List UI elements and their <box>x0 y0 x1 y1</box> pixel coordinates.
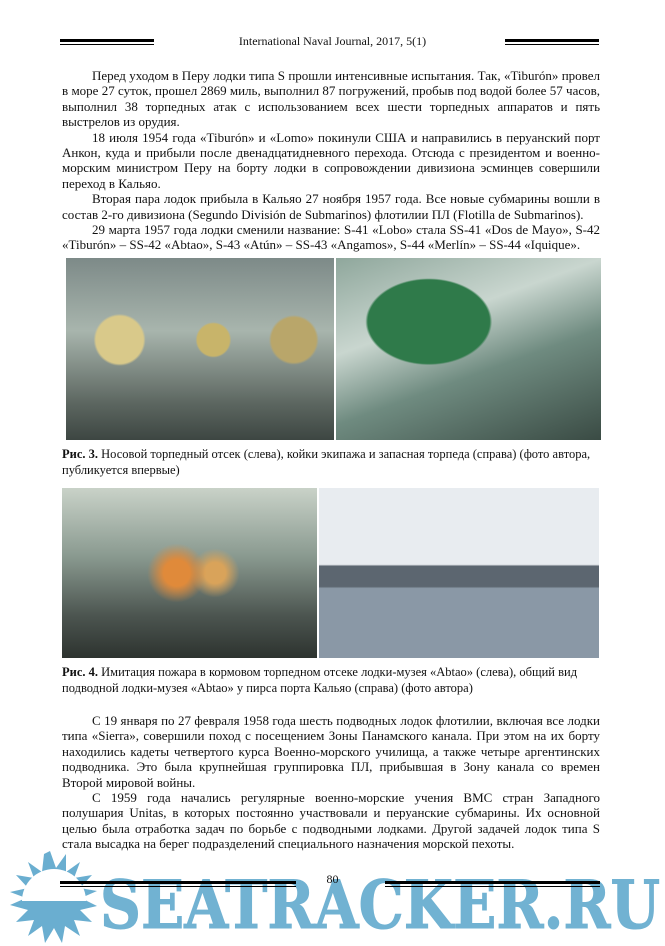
photo-fire-simulation-stern <box>62 488 317 658</box>
footer-rule-right <box>385 881 600 884</box>
figure-label: Рис. 3. <box>62 447 99 461</box>
body-text-bottom <box>62 713 600 852</box>
photo-museum-submarine-pier <box>319 488 599 658</box>
paragraph: 18 июля 1954 года «Tiburón» и «Lomo» покинули США и направились в перуанский порт Анкон, куда и прибыли после двенадцатидневного перехода. Отсюда с президентом и военно-морским министром Перу на борту лодки в сопровождении дивизиона эсминцев совершили переход в Кальяо. <box>62 129 600 191</box>
running-header <box>0 36 665 50</box>
journal-title: International Naval Journal, 2017, 5(1) <box>238 34 427 48</box>
sun-icon <box>10 851 97 943</box>
paragraph: Вторая пара лодок прибыла в Кальяо 27 ноября 1957 года. Все новые субмарины вошли в состав 2-го дивизиона (Segundo División de Submarinos) флотилии ПЛ (Flotilla de Submarinos). <box>62 191 600 222</box>
caption-text: Носовой торпедный отсек (слева), койки экипажа и запасная торпеда (справа) (фото автора, публикуется впервые) <box>62 447 591 477</box>
figure-4-caption <box>62 664 602 696</box>
figure-3-caption <box>62 446 602 478</box>
photo-crew-bunks-torpedo <box>336 258 601 440</box>
paragraph: С 19 января по 27 февраля 1958 года шесть подводных лодок флотилии, включая все лодки типа «Sierra», совершили поход с посещением Зоны Панамского канала. При этом на их борту находились кадеты четвертого курса Военно-морского училища, а также четыре аргентинских подводника. Это была крупнейшая группировка ПЛ, прибывшая в Зону канала со времен Второй мировой войны. <box>62 713 600 790</box>
header-rule-right <box>505 39 599 42</box>
body-text-top <box>62 68 600 253</box>
seatracker-watermark-logo <box>0 848 665 946</box>
photo-bow-torpedo-room <box>66 258 334 440</box>
watermark-text: SEATRACKER.RU <box>100 866 660 944</box>
figure-label: Рис. 4. <box>62 665 99 679</box>
paragraph: 29 марта 1957 года лодки сменили название: S-41 «Lobo» стала SS-41 «Dos de Mayo», S-42 «Tiburón» – SS-42 «Abtao», S-43 «Atún» – SS-43 «Angamos», S-44 «Merlín» – SS-44 «Iquique». <box>62 222 600 253</box>
caption-text: Имитация пожара в кормовом торпедном отсеке лодки-музея «Abtao» (слева), общий вид подводной лодки-музея «Abtao» у пирса порта Кальяо (справа) (фото автора) <box>62 665 578 695</box>
paragraph: Перед уходом в Перу лодки типа S прошли интенсивные испытания. Так, «Tiburón» провел в море 27 суток, прошел 2869 миль, выполнил 87 погружений, пробыв под водой более 57 часов, выполнил 38 торпедных атак с использованием всех шести торпедных аппаратов и пять выстрелов из орудия. <box>62 68 600 130</box>
page-number: 80 <box>326 872 339 886</box>
paragraph: С 1959 года начались регулярные военно-морские учения ВМС стран Западного полушария Unitas, в которых постоянно участвовали и перуанские субмарины. Их основной целью была отработка задач по борьбе с подводными лодками. Другой задачей лодок типа S стала высадка на берег подразделений специального назначения морской пехоты. <box>62 790 600 852</box>
